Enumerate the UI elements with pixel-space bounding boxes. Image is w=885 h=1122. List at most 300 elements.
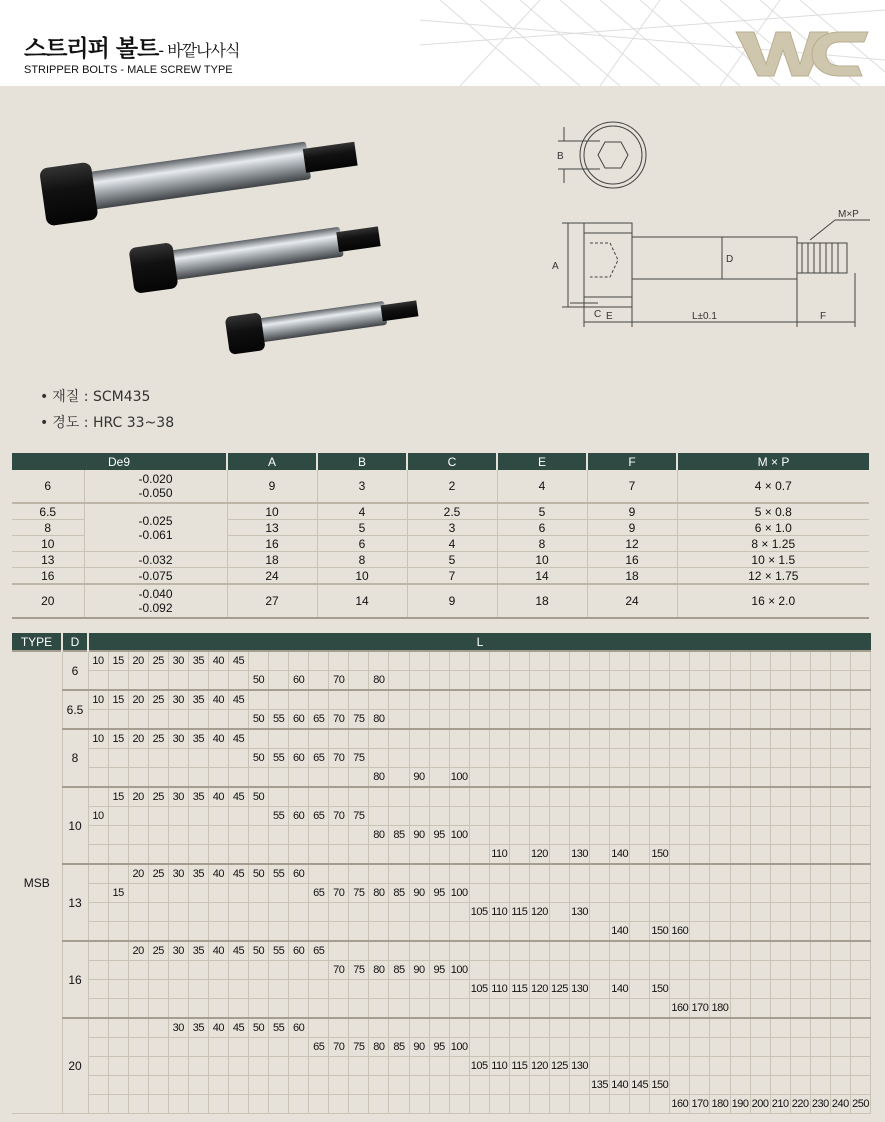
length-cell [309,999,329,1019]
length-cell [108,999,128,1019]
length-cell [108,922,128,942]
length-cell [570,807,590,826]
length-cell [730,671,750,691]
length-cell [228,749,248,768]
length-cell [148,710,168,730]
length-cell: 65 [309,710,329,730]
length-cell [469,749,489,768]
length-cell [770,1038,790,1057]
length-cell: 75 [349,884,369,903]
length-cell [750,671,770,691]
length-cell [630,941,650,961]
length-cell [810,864,830,884]
length-cell [690,845,710,865]
length-cell [750,1018,770,1038]
length-cell [168,999,188,1019]
length-cell [690,1038,710,1057]
length-cell [108,1038,128,1057]
length-cell [790,845,810,865]
length-cell [489,710,509,730]
length-cell [309,1076,329,1095]
length-cell [810,787,830,807]
length-cell [710,864,730,884]
length-cell [570,961,590,980]
length-cell [690,961,710,980]
length-cell [349,941,369,961]
length-cell: 20 [128,941,148,961]
length-cell [830,961,850,980]
length-cell [850,999,870,1019]
length-cell [208,710,228,730]
length-cell [188,884,208,903]
spec-material: • 재질 : SCM435 [40,389,151,405]
length-cell [830,1018,850,1038]
length-cell [128,845,148,865]
length-cell [329,1095,349,1114]
spec-value: HRC 33~38 [92,415,175,431]
length-cell: 145 [630,1076,650,1095]
length-cell [369,1018,389,1038]
length-cell [630,980,650,999]
length-cell [249,729,269,749]
length-cell [710,787,730,807]
length-cell [529,787,549,807]
length-cell [88,671,108,691]
length-cell [289,980,309,999]
length-cell [449,749,469,768]
length-cell [249,807,269,826]
length-cell [590,749,610,768]
technical-drawing [540,115,880,335]
table-row [12,1095,871,1114]
length-cell [810,749,830,768]
length-cell [630,1095,650,1114]
length-cell [750,651,770,671]
length-cell [389,999,409,1019]
length-cell [830,864,850,884]
length-cell [349,1057,369,1076]
length-cell [670,903,690,922]
length-cell [830,710,850,730]
length-cell [329,1018,349,1038]
length-cell [610,729,630,749]
length-cell [349,1095,369,1114]
cell-e: 8 [497,536,587,552]
length-cell [730,690,750,710]
length-cell [690,826,710,845]
length-cell [188,1076,208,1095]
length-cell: 40 [208,729,228,749]
length-cell [309,768,329,788]
length-cell [790,768,810,788]
length-cell [88,903,108,922]
length-cell [590,961,610,980]
length-cell: 55 [269,1018,289,1038]
cell-e: 18 [497,584,587,618]
length-cell [850,710,870,730]
cell-a: 27 [227,584,317,618]
title-subtype: - 바깥나사식 [158,41,240,60]
length-cell [750,710,770,730]
cell-mxp: 4 × 0.7 [677,470,869,503]
length-cell [830,749,850,768]
length-cell [549,845,569,865]
length-cell [770,1076,790,1095]
length-cell [710,749,730,768]
length-cell [630,807,650,826]
length-cell: 60 [289,864,309,884]
length-cell [88,922,108,942]
length-cell [690,1057,710,1076]
cell-c: 4 [407,536,497,552]
cell-e: 6 [497,520,587,536]
length-cell [489,671,509,691]
length-cell [429,1057,449,1076]
length-cell: 60 [289,807,309,826]
length-cell [730,826,750,845]
length-cell: 20 [128,690,148,710]
length-cell [570,999,590,1019]
length-cell [810,729,830,749]
length-cell [750,1038,770,1057]
length-cell [710,845,730,865]
length-cell [549,999,569,1019]
page-title [24,30,239,63]
length-cell [570,787,590,807]
length-cell [208,749,228,768]
length-cell [429,980,449,999]
length-cell: 90 [409,1038,429,1057]
length-cell [349,845,369,865]
length-cell: 180 [710,1095,730,1114]
length-cell: 85 [389,1038,409,1057]
length-cell [790,729,810,749]
length-cell [529,941,549,961]
length-cell [289,884,309,903]
length-cell [329,1057,349,1076]
length-cell [188,749,208,768]
cell-d: 13 [12,552,84,568]
length-cell [108,941,128,961]
drawing-label-e: E [606,311,613,322]
cell-c: 7 [407,568,497,585]
length-cell [309,651,329,671]
length-cell [289,1095,309,1114]
length-cell [429,845,449,865]
length-cell: 105 [469,1057,489,1076]
length-cell [730,1038,750,1057]
length-cell [650,729,670,749]
length-cell [610,884,630,903]
length-cell [810,884,830,903]
length-cell [208,768,228,788]
cell-f: 9 [587,520,677,536]
length-cell [650,826,670,845]
length-cell [449,922,469,942]
length-cell [289,1076,309,1095]
length-cell [650,1057,670,1076]
table-row [12,671,871,691]
length-cell [269,1038,289,1057]
length-cell [790,941,810,961]
cell-d: 16 [12,568,84,585]
cell-b: 8 [317,552,407,568]
table-row [12,922,871,942]
length-cell [409,729,429,749]
length-cell [549,903,569,922]
length-cell [529,864,549,884]
length-cell [730,864,750,884]
length-cell [389,1076,409,1095]
length-cell [750,980,770,999]
length-cell: 70 [329,1038,349,1057]
length-cell [489,999,509,1019]
length-cell [730,710,750,730]
length-cell [610,999,630,1019]
dimension-table [12,453,869,619]
length-cell [449,1057,469,1076]
length-cell [730,903,750,922]
length-cell [369,903,389,922]
length-cell [389,651,409,671]
length-cell [650,710,670,730]
length-cell [449,807,469,826]
length-cell [710,980,730,999]
length-cell [509,999,529,1019]
length-cell: 95 [429,1038,449,1057]
length-cell: 120 [529,1057,549,1076]
length-cell [610,903,630,922]
length-cell [128,826,148,845]
cell-b: 10 [317,568,407,585]
length-cell [710,826,730,845]
length-cell [208,884,228,903]
length-cell [249,651,269,671]
length-cell [108,1076,128,1095]
length-cell: 105 [469,903,489,922]
length-cell [349,864,369,884]
length-cell [750,999,770,1019]
length-cell: 30 [168,690,188,710]
cell-f: 7 [587,470,677,503]
length-cell: 150 [650,845,670,865]
length-cell: 55 [269,864,289,884]
table-row [12,651,871,671]
length-cell [349,729,369,749]
table-row [12,690,871,710]
length-cell [830,768,850,788]
length-cell [570,710,590,730]
length-cell [509,749,529,768]
length-cell: 110 [489,845,509,865]
cell-c: 9 [407,584,497,618]
length-cell [710,1018,730,1038]
length-cell [790,922,810,942]
length-cell [269,999,289,1019]
length-cell [590,1057,610,1076]
length-cell [850,651,870,671]
length-cell [188,807,208,826]
length-cell [850,884,870,903]
length-cell [710,1076,730,1095]
length-cell [549,787,569,807]
length-cell [469,1018,489,1038]
length-cell: 190 [730,1095,750,1114]
length-cell [590,922,610,942]
col-header-c: C [407,453,497,470]
length-cell: 30 [168,941,188,961]
length-cell [590,768,610,788]
length-cell [449,729,469,749]
cell-b: 4 [317,503,407,520]
length-cell [249,1057,269,1076]
length-cell [650,864,670,884]
length-cell [429,864,449,884]
length-cell [549,1076,569,1095]
length-cell [529,1038,549,1057]
length-cell [690,787,710,807]
length-cell [289,845,309,865]
drawing-label-a: A [552,261,559,272]
length-cell: 80 [369,884,389,903]
diameter-cell: 6 [62,651,88,690]
length-cell [409,1018,429,1038]
cell-f: 18 [587,568,677,585]
length-cell: 85 [389,884,409,903]
length-cell [630,749,650,768]
length-cell [810,845,830,865]
length-cell [429,768,449,788]
cell-mxp: 6 × 1.0 [677,520,869,536]
length-cell [850,903,870,922]
length-cell [389,941,409,961]
length-cell [208,961,228,980]
length-cell [188,1095,208,1114]
length-cell [148,903,168,922]
length-cell [529,826,549,845]
length-cell [630,787,650,807]
length-cell [690,1018,710,1038]
length-cell: 25 [148,941,168,961]
length-cell: 85 [389,826,409,845]
length-cell [549,749,569,768]
col-header-l: L [88,633,871,651]
length-cell: 55 [269,710,289,730]
diameter-cell: 16 [62,941,88,1018]
length-cell [690,690,710,710]
length-cell [529,651,549,671]
length-cell [750,884,770,903]
length-cell [810,807,830,826]
col-header-d: D [62,633,88,651]
cell-e: 10 [497,552,587,568]
length-cell [389,807,409,826]
length-cell [529,690,549,710]
length-cell [429,749,449,768]
cell-f: 9 [587,503,677,520]
length-cell [349,903,369,922]
length-cell [469,1095,489,1114]
length-cell [269,690,289,710]
length-cell [690,1076,710,1095]
length-cell [670,826,690,845]
length-cell [810,903,830,922]
length-cell [790,1018,810,1038]
length-cell [449,710,469,730]
length-cell [369,749,389,768]
length-cell [369,1076,389,1095]
length-cell [630,768,650,788]
length-cell [269,651,289,671]
length-cell: 85 [389,961,409,980]
length-cell [329,903,349,922]
length-cell [148,826,168,845]
length-cell [750,864,770,884]
length-cell [469,729,489,749]
length-cell [168,1057,188,1076]
length-cell: 70 [329,884,349,903]
length-cell [850,845,870,865]
length-cell [529,1095,549,1114]
length-cell [590,941,610,961]
length-cell [309,922,329,942]
length-cell: 35 [188,941,208,961]
length-cell: 55 [269,941,289,961]
length-cell [269,1095,289,1114]
bullet-icon: • [40,415,49,431]
length-cell: 115 [509,1057,529,1076]
length-cell [670,961,690,980]
length-cell [389,710,409,730]
length-cell [830,1076,850,1095]
length-cell [469,941,489,961]
length-cell [249,922,269,942]
length-cell: 60 [289,941,309,961]
length-cell [208,903,228,922]
length-cell [730,922,750,942]
length-cell: 35 [188,787,208,807]
length-cell: 35 [188,1018,208,1038]
length-cell [830,941,850,961]
cell-c: 2 [407,470,497,503]
length-cell: 15 [108,651,128,671]
length-cell [770,999,790,1019]
length-cell: 50 [249,941,269,961]
length-cell [650,807,670,826]
table-row [12,884,871,903]
diameter-cell: 8 [62,729,88,787]
table-row [12,1018,871,1038]
length-cell [850,787,870,807]
length-cell: 30 [168,729,188,749]
length-cell [369,690,389,710]
length-cell: 120 [529,903,549,922]
length-cell [489,922,509,942]
length-cell [429,1095,449,1114]
length-cell [309,1018,329,1038]
length-cell [570,1076,590,1095]
length-cell [449,903,469,922]
cell-tolerance: -0.032 [84,552,227,568]
length-cell [329,980,349,999]
length-cell [289,729,309,749]
length-cell [790,690,810,710]
cell-b: 6 [317,536,407,552]
length-cell [369,729,389,749]
length-cell [690,651,710,671]
length-cell [168,961,188,980]
length-cell [349,651,369,671]
